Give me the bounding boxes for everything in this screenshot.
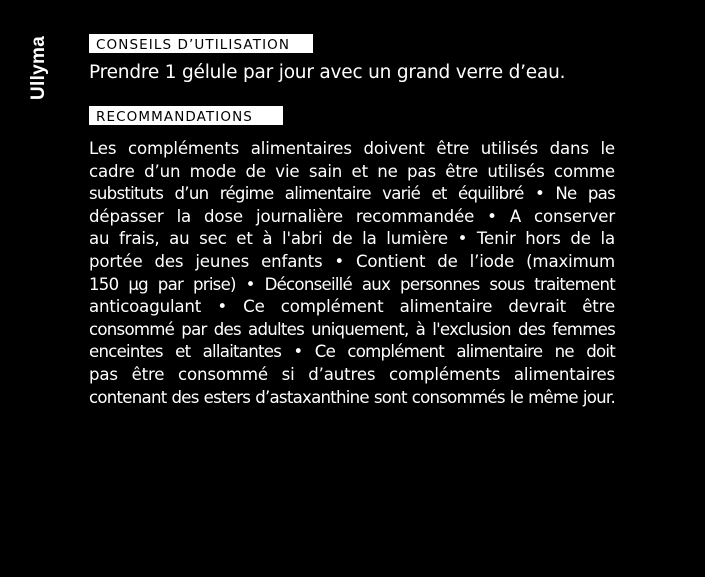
recommendations-line: enceintes et allaitantes • Ce complément alimentaire ne doit [89,342,615,362]
recommendations-line: consommé par des adultes uniquement, à l'exclusion des femmes [89,319,615,339]
recommendations-paragraph [89,138,615,409]
brand-logo-text: Ullyma [28,35,49,100]
recommendations-line: contenant des esters d’astaxanthine sont consommés le même jour. [89,387,615,407]
recommendations-line: Les compléments alimentaires doivent être utilisés dans le [89,139,615,158]
recommendations-line: pas être consommé si d’autres compléments alimentaires [89,364,615,384]
recommendations-line: au frais, au sec et à l'abri de la lumière • Tenir hors de la [89,229,615,249]
recommendations-line: 150 µg par prise) • Déconseillé aux personnes sous traitement [89,274,615,294]
recommendations-line: substituts d’un régime alimentaire varié et équilibré • Ne pas [89,184,615,204]
recommendations-line: dépasser la dose journalière recommandée • A conserver [89,206,615,226]
recommendations-line: cadre d’un mode de vie sain et ne pas être utilisés comme [89,161,615,181]
recommendations-section-label: RECOMMANDATIONS [89,106,283,125]
usage-section-label: CONSEILS D’UTILISATION [89,34,313,53]
usage-instructions: Prendre 1 gélule par jour avec un grand verre d’eau. [89,62,566,83]
recommendations-line: portée des jeunes enfants • Contient de l’iode (maximum [89,251,615,271]
recommendations-line: anticoagulant • Ce complément alimentaire devrait être [89,297,615,317]
